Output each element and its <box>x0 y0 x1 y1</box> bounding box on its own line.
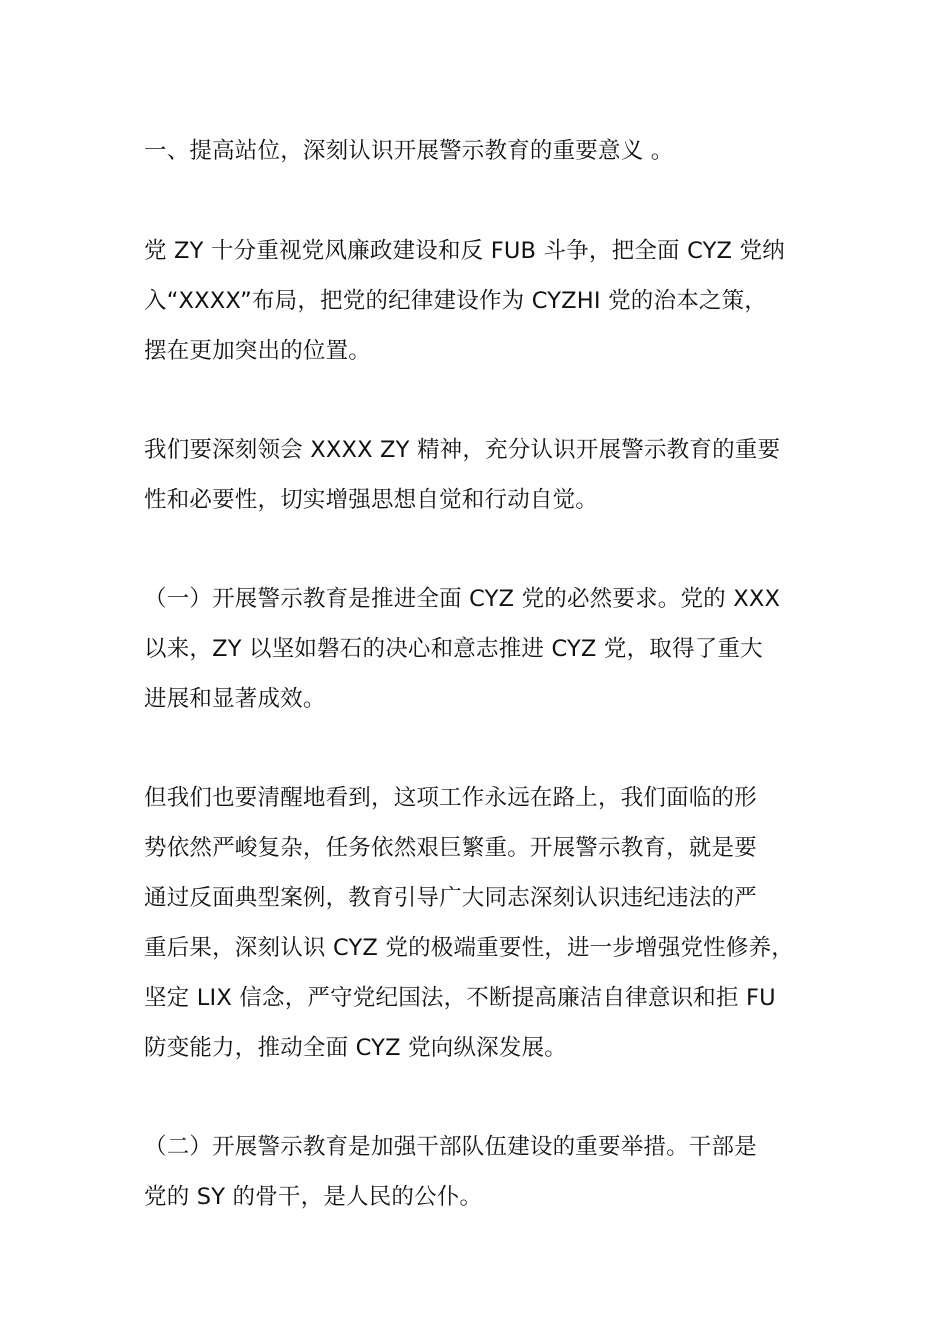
paragraph-line: 入“XXXX”布局，把党的纪律建设作为 CYZHI 党的治本之策， <box>144 288 767 314</box>
paragraph-line: 进展和显著成效。 <box>144 686 326 712</box>
paragraph-line: 党的 SY 的骨干，是人民的公仆。 <box>144 1184 483 1210</box>
paragraph-line: （二）开展警示教育是加强干部队伍建设的重要举措。干部是 <box>144 1134 757 1160</box>
paragraph-line: （一）开展警示教育是推进全面 CYZ 党的必然要求。党的 XXX <box>144 586 781 612</box>
paragraph-line: 性和必要性，切实增强思想自觉和行动自觉。 <box>144 487 599 513</box>
paragraph-line: 我们要深刻领会 XXXX ZY 精神，充分认识开展警示教育的重要 <box>144 437 781 463</box>
paragraph-line: 摆在更加突出的位置。 <box>144 338 372 364</box>
paragraph-line: 以来，ZY 以坚如磐石的决心和意志推进 CYZ 党，取得了重大 <box>144 636 763 662</box>
paragraph-line: 通过反面典型案例，教育引导广大同志深刻认识违纪违法的严 <box>144 885 757 911</box>
section-heading: 一、提高站位，深刻认识开展警示教育的重要意义 。 <box>144 138 674 164</box>
paragraph-line: 坚定 LIX 信念，严守党纪国法，不断提高廉洁自律意识和拒 FU <box>144 985 776 1011</box>
paragraph-line: 但我们也要清醒地看到，这项工作永远在路上，我们面临的形 <box>144 785 757 811</box>
paragraph-line: 防变能力，推动全面 CYZ 党向纵深发展。 <box>144 1035 567 1061</box>
paragraph-line: 势依然严峻复杂，任务依然艰巨繁重。开展警示教育，就是要 <box>144 835 757 861</box>
paragraph-line: 党 ZY 十分重视党风廉政建设和反 FUB 斗争，把全面 CYZ 党纳 <box>144 238 785 264</box>
paragraph-line: 重后果，深刻认识 CYZ 党的极端重要性，进一步增强党性修养， <box>144 935 794 961</box>
